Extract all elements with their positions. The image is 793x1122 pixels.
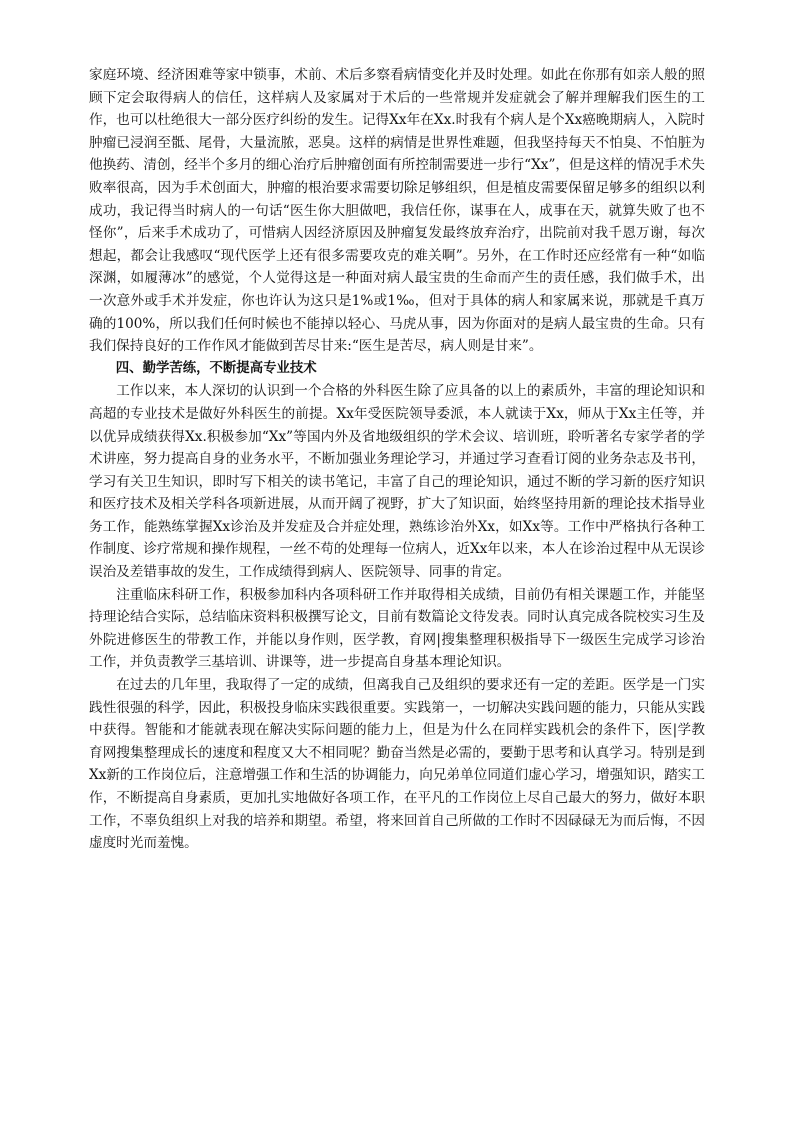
paragraph-clinical-research: 注重临床科研工作，积极参加科内各项科研工作并取得相关成绩，目前仍有相关课题工作，并能坚持理论结合实际，总结临床资料积极撰写论文，目前有数篇论文待发表。同时认真完成各院校实习生及外院进修医生的带教工作，并能以身作则，医学教，育网|搜集整理积极指导下一级医生完成学习诊治工作，并负责教学三基培训、讲课等，进一步提高自身基本理论知识。 [89, 586, 705, 671]
paragraph-professional-skills: 工作以来，本人深切的认识到一个合格的外科医生除了应具备的以上的素质外，丰富的理论知识和高超的专业技术是做好外科医生的前提。Xx年受医院领导委派，本人就读于Xx，师从于Xx主任等，并以优异成绩获得Xx.积极参加“Xx”等国内外及省地级组织的学术会议、培训班，聆听著名专家学者的学术讲座，努力提高自身的业务水平，不断加强业务理论学习，并通过学习查看订阅的业务杂志及书刊，学习有关卫生知识，即时写下相关的读书笔记，丰富了自己的理论知识，通过不断的学习新的医疗知识和医疗技术及相关学科各项新进展，从而开阔了视野，扩大了知识面，始终坚持用新的理论技术指导业务工作，能熟练掌握Xx诊治及并发症及合并症处理，熟练诊治外Xx，如Xx等。工作中严格执行各种工作制度、诊疗常规和操作规程，一丝不苟的处理每一位病人，近Xx年以来，本人在诊治过程中从无误诊误治及差错事故的发生，工作成绩得到病人、医院领导、同事的肯定。 [89, 383, 705, 581]
section-heading-study: 四、勤学苦练，不断提高专业技术 [115, 360, 317, 376]
document-page [89, 64, 705, 855]
paragraph-conclusion: 在过去的几年里，我取得了一定的成绩，但离我自己及组织的要求还有一定的差距。医学是一门实践性很强的科学，因此，积极投身临床实践很重要。实践第一，一切解决实践问题的能力，只能从实践中获得。智能和才能就表现在解决实际问题的能力上，但是为什么在同样实践机会的条件下，医|学教育网搜集整理成长的速度和程度又大不相同呢？勤奋当然是必需的，要勤于思考和认真学习。特别是到Xx新的工作岗位后，注意增强工作和生活的协调能力，向兄弟单位同道们虚心学习，增强知识，踏实工作，不断提高自身素质，更加扎实地做好各项工作，在平凡的工作岗位上尽自己最大的努力，做好本职工作，不辜负组织上对我的培养和期望。希望，将来回首自己所做的工作时不因碌碌无为而后悔，不因虚度时光而羞愧。 [89, 677, 705, 852]
paragraph-patient-care: 家庭环境、经济困难等家中锁事，术前、术后多察看病情变化并及时处理。如此在你那有如亲人般的照顾下定会取得病人的信任，这样病人及家属对于术后的一些常规并发症就会了解并理解我们医生的工作，也可以杜绝很大一部分医疗纠纷的发生。记得Xx年在Xx.时我有个病人是个Xx癌晚期病人，入院时肿瘤已浸润至骶、尾骨，大量流脓，恶臭。这样的病情是世界性难题，但我坚持每天不怕臭、不怕脏为他换药、清创，经半个多月的细心治疗后肿瘤创面有所控制需要进一步行“Xx”，但是这样的情况手术失败率很高，因为手术创面大，肿瘤的根治要求需要切除足够组织，但是植皮需要保留足够多的组织以利成功，我记得当时病人的一句话“医生你大胆做吧，我信任你，谋事在人，成事在天，就算失败了也不怪你”，后来手术成功了，可惜病人因经济原因及肿瘤复发最终放弃治疗，出院前对我千恩万谢，每次想起，都会让我感叹“现代医学上还有很多需要攻克的难关啊”。另外，在工作时还应经常有一种“如临深渊，如履薄冰”的感觉，个人觉得这是一种面对病人最宝贵的生命而产生的责任感，我们做手术，出一次意外或手术并发症，你也许认为这只是1%或1‰，但对于具体的病人和家属来说，那就是千真万确的100%，所以我们任何时候也不能掉以轻心、马虎从事，因为你面对的是病人最宝贵的生命。只有我们保持良好的工作作风才能做到苦尽甘来:“医生是苦尽，病人则是甘来”。 [89, 67, 705, 355]
